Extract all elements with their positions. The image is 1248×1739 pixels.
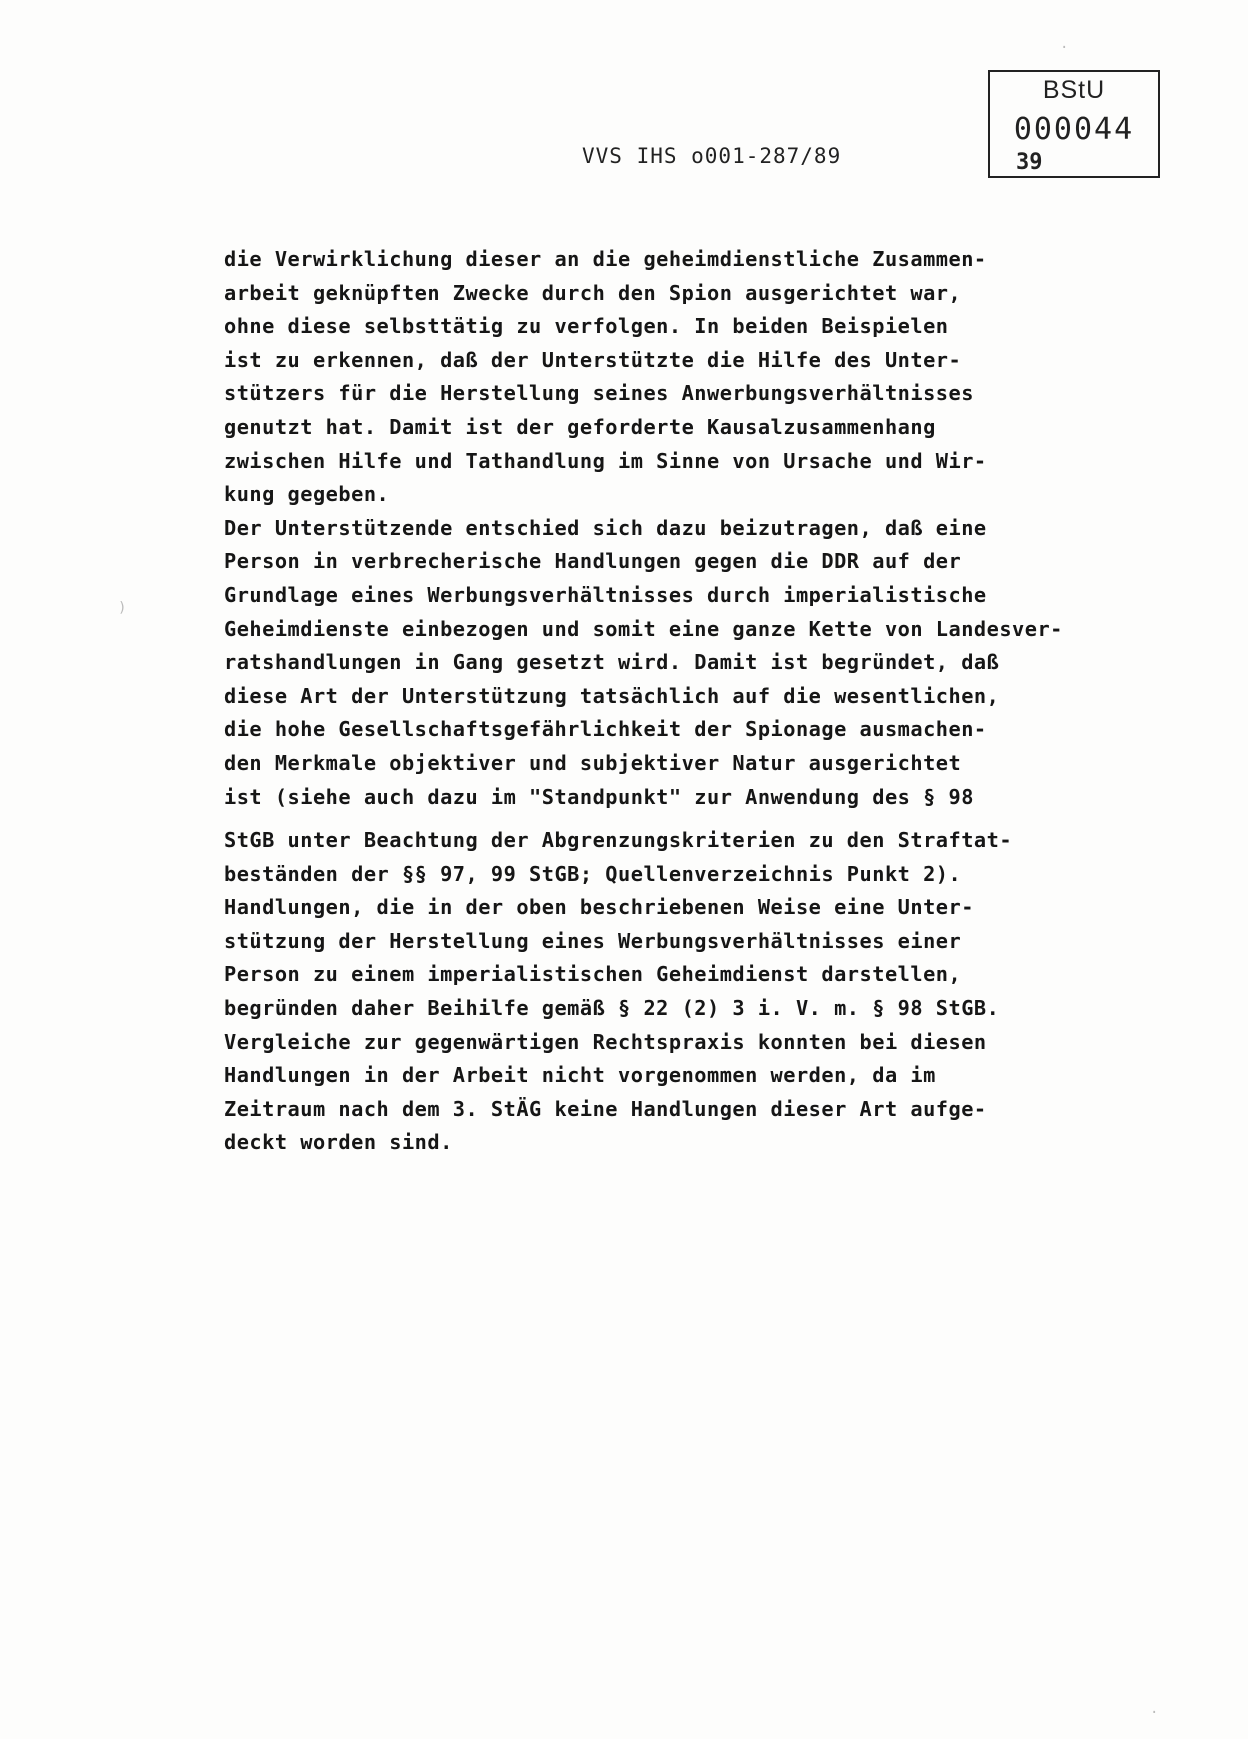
scan-artifact: · [1150, 1705, 1159, 1721]
text-line: Person zu einem imperialistischen Geheimdienst darstellen, [224, 962, 962, 987]
body-text [224, 243, 1164, 1160]
text-line: Vergleiche zur gegenwärtigen Rechtspraxis konnten bei diesen [224, 1029, 987, 1054]
text-line: deckt worden sind. [224, 1130, 453, 1155]
text-line: zwischen Hilfe und Tathandlung im Sinne von Ursache und Wir- [224, 448, 987, 473]
text-line: genutzt hat. Damit ist der geforderte Kausalzusammenhang [224, 414, 936, 439]
text-line: Handlungen in der Arbeit nicht vorgenommen werden, da im [224, 1063, 936, 1088]
text-line: ist zu erkennen, daß der Unterstützte die Hilfe des Unter- [224, 347, 962, 372]
text-line: Handlungen, die in der oben beschriebenen Weise eine Unter- [224, 895, 974, 920]
document-reference: VVS IHS o001-287/89 [582, 144, 842, 168]
text-line: beständen der §§ 97, 99 StGB; Quellenverzeichnis Punkt 2). [224, 861, 962, 886]
text-line: Zeitraum nach dem 3. StÄG keine Handlungen dieser Art aufge- [224, 1096, 987, 1121]
text-line: Grundlage eines Werbungsverhältnisses durch imperialistische [224, 582, 987, 607]
text-line: Person in verbrecherische Handlungen gegen die DDR auf der [224, 549, 962, 574]
text-line: stützung der Herstellung eines Werbungsverhältnisses einer [224, 928, 962, 953]
scan-artifact: · [1060, 40, 1069, 56]
stamp-archive-number: 000044 [1013, 112, 1135, 147]
text-line: ist (siehe auch dazu im "Standpunkt" zur Anwendung des § 98 [224, 784, 974, 809]
text-line: den Merkmale objektiver und subjektiver Natur ausgerichtet [224, 750, 962, 775]
text-line: arbeit geknüpften Zwecke durch den Spion ausgerichtet war, [224, 280, 962, 305]
text-line: kung gegeben. [224, 482, 390, 507]
scan-artifact: ) [118, 600, 127, 616]
page-number: 39 [1016, 150, 1043, 175]
text-line: stützers für die Herstellung seines Anwerbungsverhältnisses [224, 381, 974, 406]
stamp-organization: BStU [1042, 76, 1106, 104]
text-line: die hohe Gesellschaftsgefährlichkeit der Spionage ausmachen- [224, 717, 987, 742]
text-line: StGB unter Beachtung der Abgrenzungskriterien zu den Straftat- [224, 828, 1013, 853]
text-line: Geheimdienste einbezogen und somit eine ganze Kette von Landesver- [224, 616, 1063, 641]
text-line: Der Unterstützende entschied sich dazu beizutragen, daß eine [224, 515, 987, 540]
text-line: diese Art der Unterstützung tatsächlich auf die wesentlichen, [224, 683, 1000, 708]
text-line: ohne diese selbsttätig zu verfolgen. In beiden Beispielen [224, 314, 949, 339]
text-line: begründen daher Beihilfe gemäß § 22 (2) 3 i. V. m. § 98 StGB. [224, 996, 1000, 1021]
text-line: ratshandlungen in Gang gesetzt wird. Damit ist begründet, daß [224, 650, 1000, 675]
text-line: die Verwirklichung dieser an die geheimdienstliche Zusammen- [224, 247, 987, 271]
archive-stamp [988, 70, 1160, 178]
